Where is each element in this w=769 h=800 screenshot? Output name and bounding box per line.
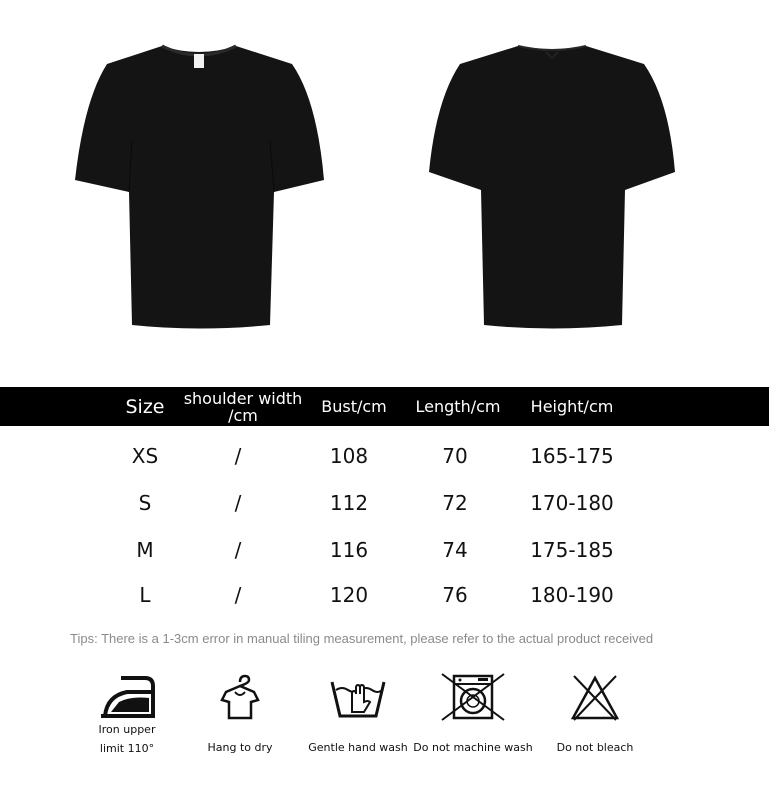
table-row [0, 441, 769, 471]
cell-shoulder: / [234, 444, 242, 468]
cell-shoulder: / [234, 491, 242, 515]
care-item-no-bleach [548, 672, 642, 757]
care-label-iron-1: Iron upper [98, 723, 156, 736]
care-item-iron [92, 672, 162, 758]
cell-length: 74 [442, 538, 468, 562]
iron-icon [97, 672, 157, 720]
cell-size: M [136, 538, 154, 562]
table-row [0, 488, 769, 518]
header-bust: Bust/cm [321, 396, 387, 416]
header-shoulder-line1: shoulder width [183, 388, 303, 408]
cell-bust: 112 [329, 491, 369, 515]
header-size: Size [125, 395, 165, 418]
cell-shoulder: / [234, 538, 242, 562]
hand-wash-icon [330, 672, 386, 722]
measurement-tip: Tips: There is a 1-3cm error in manual tiling measurement, please refer to the actual product received [70, 631, 654, 646]
cell-height: 180-190 [530, 583, 614, 607]
care-item-hang [200, 672, 280, 757]
care-label-no-machine-wash: Do not machine wash [413, 741, 533, 754]
no-machine-wash-icon [438, 672, 508, 722]
tshirt-back-image [426, 40, 678, 334]
care-label-hand-wash: Gentle hand wash [308, 741, 408, 754]
cell-bust: 116 [329, 538, 369, 562]
care-label-iron-2: limit 110° [99, 742, 155, 755]
care-item-hand-wash [306, 672, 410, 757]
cell-height: 165-175 [530, 444, 614, 468]
header-height: Height/cm [530, 396, 614, 416]
table-row [0, 535, 769, 565]
size-table-header [0, 387, 769, 426]
cell-size: S [138, 491, 152, 515]
cell-length: 70 [442, 444, 468, 468]
cell-height: 170-180 [530, 491, 614, 515]
care-item-no-machine-wash [413, 672, 533, 757]
care-label-no-bleach: Do not bleach [556, 741, 634, 754]
cell-length: 76 [442, 583, 468, 607]
cell-shoulder: / [234, 583, 242, 607]
cell-size: XS [131, 444, 159, 468]
header-shoulder-width [180, 387, 306, 426]
table-row [0, 580, 769, 610]
care-label-hang: Hang to dry [207, 741, 273, 754]
header-shoulder-line2: /cm [228, 405, 258, 425]
cell-height: 175-185 [530, 538, 614, 562]
cell-length: 72 [442, 491, 468, 515]
cell-bust: 108 [329, 444, 369, 468]
cell-bust: 120 [329, 583, 369, 607]
hanger-icon [220, 672, 260, 722]
no-bleach-icon [570, 672, 620, 722]
tshirt-front-image [72, 40, 326, 334]
cell-size: L [139, 583, 151, 607]
header-length: Length/cm [415, 396, 501, 416]
